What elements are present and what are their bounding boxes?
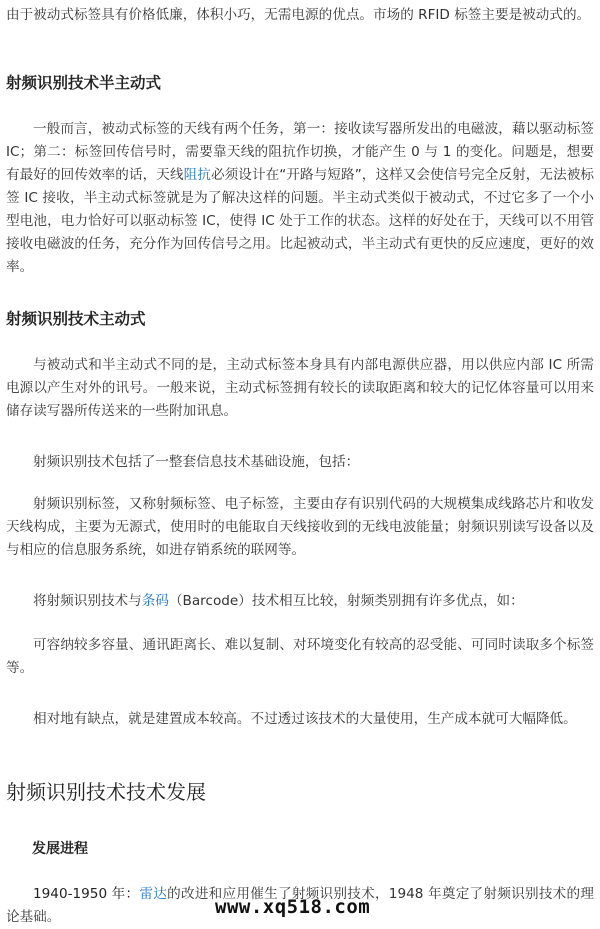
active-paragraph-2: 射频识别技术包括了一整套信息技术基础设施，包括：: [33, 454, 360, 470]
comparison-text-1: 将射频识别技术与: [33, 593, 142, 609]
heading-development: 射频识别技术技术发展: [6, 780, 206, 804]
comparison-text-2: （Barcode）技术相互比较，射频类别拥有许多优点，如：: [168, 593, 524, 609]
active-paragraph-4: [6, 590, 594, 613]
semi-active-text-2: 必须设计在“开路与短路”，这样又会使信号完全反射，无法被标签 IC 接收，半主动式标签就是为了解决这样的问题。半主动式类似于被动式，不过它多了一个小型电池，电力恰好可以驱动标签 IC，使得 IC 处于工作的状态。这样的好处在于，天线可以不用管接收电磁波的任务，充分作为回传信号之用。比起被动式，半主动式有更快的反应速度，更好的效率。: [6, 167, 595, 275]
semi-active-paragraph: [6, 118, 594, 279]
barcode-link[interactable]: 条码: [141, 593, 169, 609]
active-paragraph-5: 可容纳较多容量、通讯距离长、难以复制、对环境变化有较高的忍受能、可同时读取多个标签等。: [6, 637, 594, 676]
intro-text: 由于被动式标签具有价格低廉，体积小巧，无需电源的优点。市场的 RFID 标签主要是被动式的。: [6, 7, 591, 23]
intro-paragraph: [6, 4, 594, 27]
site-watermark: www.xq518.com: [215, 896, 371, 918]
semi-active-text-1: 一般而言，被动式标签的天线有两个任务，第一：接收读写器所发出的电磁波，藉以驱动标签 IC；第二：标签回传信号时，需要靠天线的阻抗作切换，才能产生 0 与 1 的变化。问题是，想要有最好的回传效率的话，天线: [6, 121, 594, 183]
active-paragraph-6: 相对地有缺点，就是建置成本较高。不过透过该技术的大量使用，生产成本就可大幅降低。: [33, 711, 577, 727]
radar-link[interactable]: 雷达: [139, 886, 168, 902]
year-range: 1940-1950 年：: [33, 886, 140, 902]
impedance-link[interactable]: 阻抗: [183, 167, 211, 183]
subheading-progress: 发展进程: [32, 841, 88, 857]
active-paragraph-3: 射频识别标签，又称射频标签、电子标签，主要由存有识别代码的大规模集成线路芯片和收发天线构成，主要为无源式，使用时的电能取自天线接收到的无线电波能量；射频识别读写设备以及 与相应的信息服务系统，如进存销系统的联网等。: [6, 496, 594, 558]
active-paragraph-1: 与被动式和半主动式不同的是，主动式标签本身具有内部电源供应器，用以供应内部 IC 所需电源以产生对外的讯号。一般来说，主动式标签拥有较长的读取距离和较大的记忆体容量可以用来储存读写器所传送来的一些附加讯息。: [6, 357, 594, 419]
heading-semi-active: 射频识别技术半主动式: [6, 74, 162, 92]
heading-active: 射频识别技术主动式: [6, 310, 146, 328]
development-text: 的改进和应用催生了射频识别技术，1948 年奠定了射频识别技术的理论基础。: [6, 886, 594, 925]
